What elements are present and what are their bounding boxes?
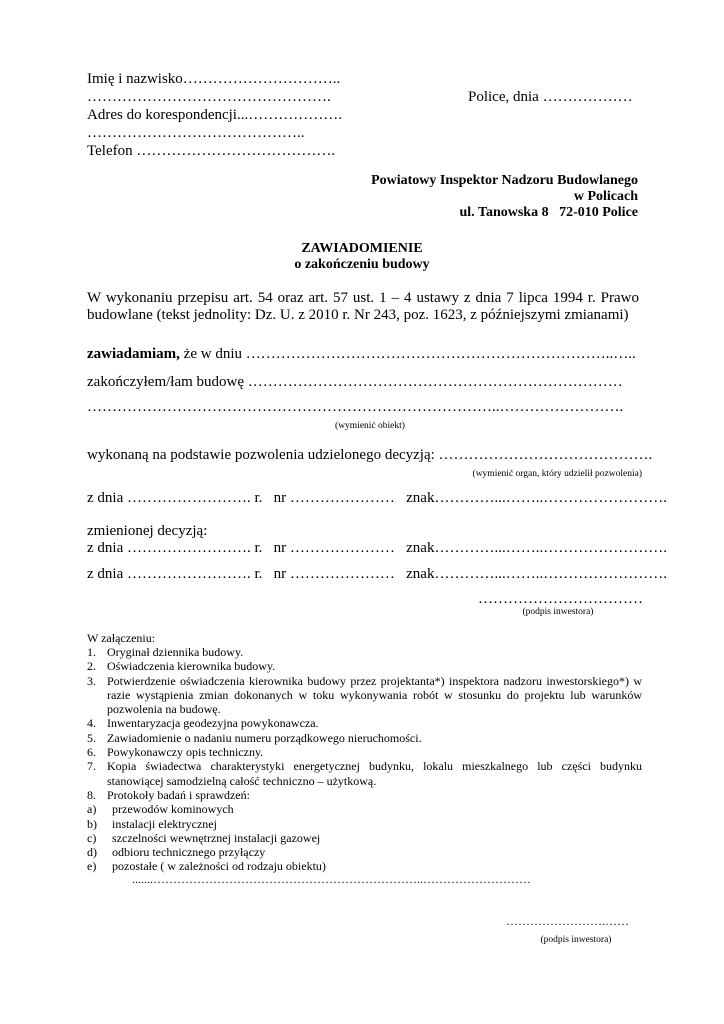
finished-construction-field: zakończyłem/łam budowę ………………………………………………………………… bbox=[87, 374, 623, 390]
sender-line-4: …………………………………….. bbox=[87, 125, 305, 141]
sub-list-item: b) instalacji elektrycznej bbox=[87, 816, 217, 831]
sub-list-item: e) pozostałe ( w zależności od rodzaju obiektu) bbox=[87, 859, 326, 874]
final-signature-dots: …………………….…… bbox=[506, 914, 629, 928]
permit-field: wykonaną na podstawie pozwolenia udzielonego decyzją: ……………………………………. bbox=[87, 447, 653, 463]
document-title: ZAWIADOMIENIE bbox=[301, 241, 423, 256]
place-date: Police, dnia ……………… bbox=[468, 89, 633, 105]
list-item: 6. Powykonawczy opis techniczny. bbox=[87, 745, 264, 760]
object-hint: (wymienić obiekt) bbox=[335, 421, 405, 431]
attachments-dots-line: .......…………………………………………………………..……………………… bbox=[132, 872, 531, 886]
legal-basis-line-2: budowlane (tekst jednolity: Dz. U. z 2010 r. Nr 243, poz. 1623, z późniejszymi zmianami) bbox=[87, 307, 629, 323]
decision-line-1: z dnia ……………………. r. nr ………………… znak…………...……..……………………. bbox=[87, 490, 667, 506]
decision-line-3: z dnia ……………………. r. nr ………………… znak…………...……..……………………. bbox=[87, 566, 667, 582]
sub-list-item: c) szczelności wewnętrznej instalacji gazowej bbox=[87, 830, 321, 845]
attachments-header: W załączeniu: bbox=[87, 631, 156, 645]
legal-basis-line-1: W wykonaniu przepisu art. 54 oraz art. 57 ust. 1 – 4 ustawy z dnia 7 lipca 1994 r. Prawo bbox=[87, 290, 639, 306]
list-item: 2. Oświadczenia kierownika budowy. bbox=[87, 659, 276, 674]
decision-line-2: z dnia ……………………. r. nr ………………… znak…………...……..……………………. bbox=[87, 540, 667, 556]
document-subtitle: o zakończeniu budowy bbox=[294, 257, 430, 272]
notify-bold: zawiadamiam, bbox=[87, 346, 180, 362]
sender-line-2: …………………………………………. bbox=[87, 89, 331, 105]
recipient-line-1: Powiatowy Inspektor Nadzoru Budowlanego bbox=[371, 173, 638, 188]
list-item: 1. Oryginał dziennika budowy. bbox=[87, 645, 244, 659]
attachments-list bbox=[87, 645, 642, 874]
list-item: 3. Potwierdzenie oświadczenia kierownika budowy przez projektanta*) inspektora nadzoru inwestorskiego*) w razie wystąpienia zmian dokonanych w toku wykonywania robót w stosunku do projektu lub warunków pozwolenia na budowę. bbox=[87, 673, 642, 717]
sub-list-item: d) odbioru technicznego przyłączy bbox=[87, 845, 266, 860]
sender-phone-line: Telefon …………………………………. bbox=[87, 143, 336, 159]
organ-hint: (wymienić organ, który udzielił pozwolenia) bbox=[472, 469, 642, 479]
list-item: 5. Zawiadomienie o nadaniu numeru porządkowego nieruchomości. bbox=[87, 730, 422, 745]
object-dots-line: ………………………………………………………………………..……………………. bbox=[87, 399, 624, 415]
sender-address-line: Adres do korespondencji...………………. bbox=[87, 107, 342, 123]
sub-list-item: a) przewodów kominowych bbox=[87, 802, 234, 817]
list-item: 7. Kopia świadectwa charakterystyki energetycznej budynku, lokalu mieszkalnego lub części budynku stanowiącej samodzielną całość techniczno – użytkową. bbox=[87, 759, 642, 788]
final-signature-label: (podpis inwestora) bbox=[540, 935, 612, 945]
changed-decision-label: zmienionej decyzją: bbox=[87, 523, 208, 539]
sender-name-line: Imię i nazwisko………………………….. bbox=[87, 71, 341, 87]
list-item: 8. Protokoły badań i sprawdzeń: bbox=[87, 787, 250, 802]
notify-date-field: że w dniu ………………………………………………………………..….. bbox=[179, 346, 636, 362]
recipient-line-3: ul. Tanowska 8 72-010 Police bbox=[459, 205, 638, 220]
recipient-line-2: w Policach bbox=[573, 189, 638, 204]
list-item: 4. Inwentaryzacja geodezyjna powykonawcza. bbox=[87, 716, 319, 731]
notify-line bbox=[87, 345, 636, 363]
investor-signature-dots: …………………………… bbox=[478, 591, 643, 607]
investor-signature-label: (podpis inwestora) bbox=[522, 607, 594, 617]
